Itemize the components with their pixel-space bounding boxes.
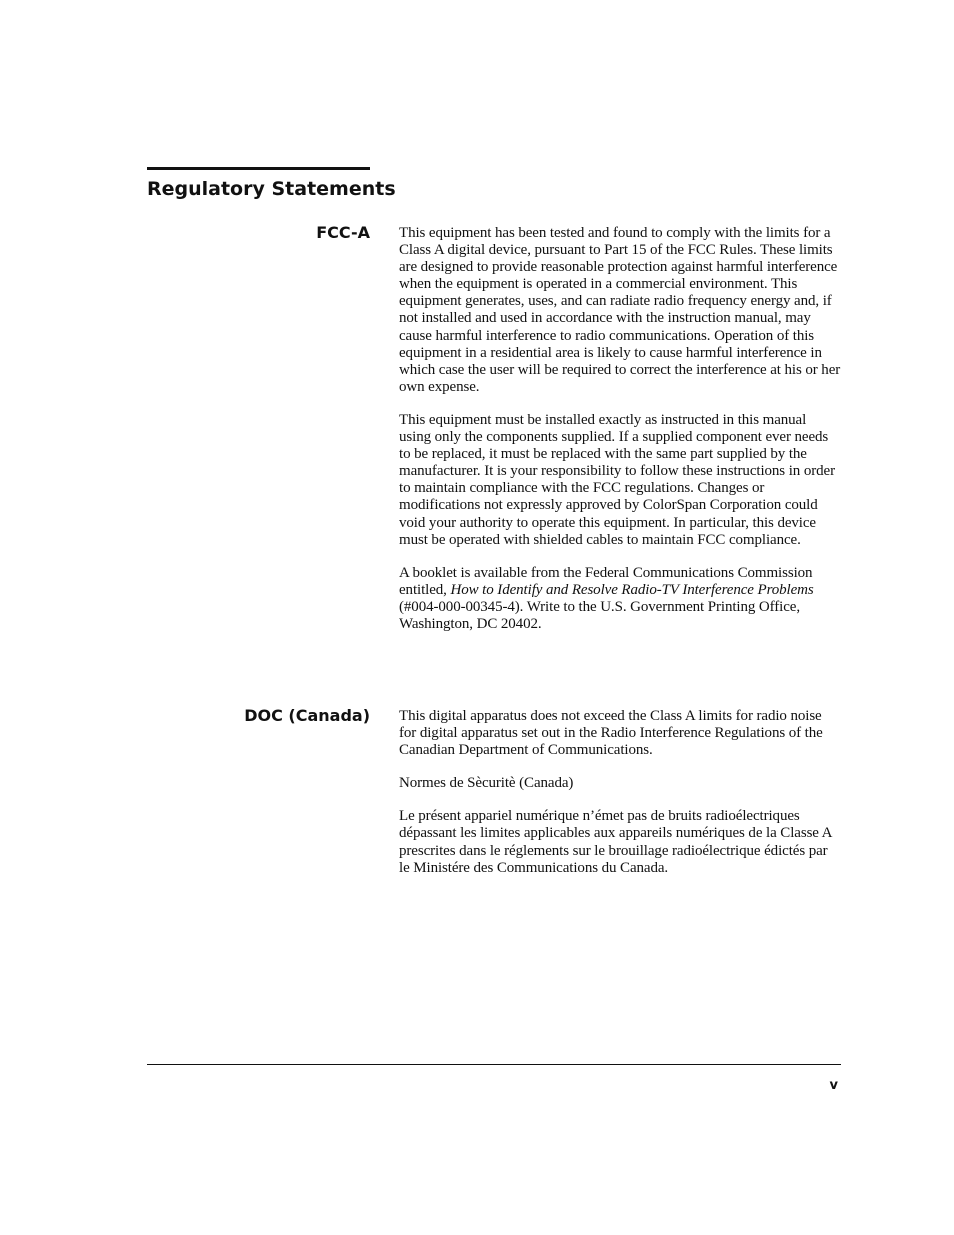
fcc-section <box>399 225 841 649</box>
doc-paragraph-1: This digital apparatus does not exceed the Class A limits for radio noise for digital apparatus set out in the Radio Interference Regulations of the Canadian Department of Communications. <box>399 708 823 759</box>
doc-paragraph-2: Normes de Sècuritè (Canada) <box>399 775 574 792</box>
page-title: Regulatory Statements <box>147 178 396 200</box>
fcc-paragraph-1: This equipment has been tested and found to comply with the limits for a Class A digital device, pursuant to Part 15 of the FCC Rules. These limits are designed to provide reasonable protection against harmful interference when the equipment is operated in a commercial environment. This equipment generates, uses, and can radiate radio frequency energy and, if not installed and used in accordance with the instruction manual, may cause harmful interference to radio communications. Operation of this equipment in a residential area is likely to cause harmful interference in which case the user will be required to correct the interference at his or her own expense. <box>399 225 841 395</box>
doc-canada-heading: DOC (Canada) <box>244 706 370 725</box>
fcc-paragraph-3-intro: A booklet is available from the Federal Communications Commission entitled, <box>399 564 813 598</box>
page-number: v <box>829 1078 838 1093</box>
fcc-paragraph-2: This equipment must be installed exactly as instructed in this manual using only the components supplied. If a supplied component ever needs to be replaced, it must be replaced with the same part supplied by the manufacturer. It is your responsibility to follow these instructions in order to maintain compliance with the FCC regulations. Changes or modifications not expressly approved by ColorSpan Corporation could void your authority to operate this equipment. In particular, this device must be operated with shielded cables to maintain FCC compliance. <box>399 411 835 548</box>
doc-paragraph-3: Le présent appariel numérique n’émet pas de bruits radioélectriques dépassant les limites applicables aux appareils numériques de la Classe A prescrites dans le réglements sur le brouillage radioélectrique édictés par le Ministére des Communications du Canada. <box>399 808 832 876</box>
fcc-paragraph-3 <box>399 565 841 633</box>
fcc-heading: FCC-A <box>316 223 370 242</box>
booklet-title: How to Identify and Resolve Radio-TV Interference Problems <box>450 581 814 598</box>
footer-rule <box>147 1064 841 1065</box>
doc-canada-section <box>399 708 841 893</box>
fcc-paragraph-3-address: (#004-000-00345-4). Write to the U.S. Government Printing Office, Washington, DC 20402. <box>399 598 801 632</box>
title-rule <box>147 167 370 170</box>
